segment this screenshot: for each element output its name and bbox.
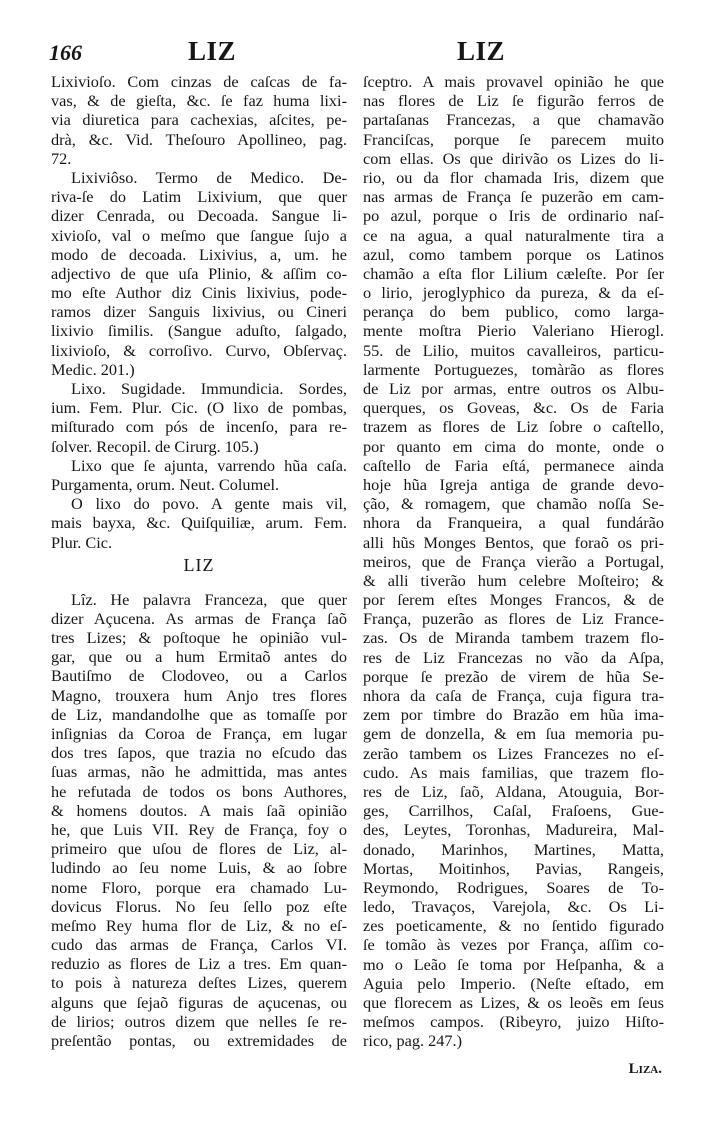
text-line: de Liz, mandandolhe que as tomaſſe por — [51, 704, 347, 724]
text-line: he refutada de todos os bons Authores, — [51, 781, 347, 801]
text-line: nas armas de França ſe puzerão em cam- — [363, 187, 664, 207]
text-line: ce na agua, a qual naturalmente tira a — [363, 225, 664, 245]
text-line: de lirios; outros dizem que nelles ſe re- — [51, 1011, 347, 1031]
text-line: querques, os Goveas, &c. Os de Faria — [363, 398, 664, 418]
text-line: Bautiſmo de Clodoveo, ou a Carlos — [51, 666, 347, 686]
text-line: Lîz. He palavra Franceza, que quer — [71, 589, 347, 609]
text-line: res de Liz Francezas no vão da Aſpa, — [363, 647, 664, 667]
text-line: inſignias da Coroa de França, em lugar — [51, 724, 347, 743]
text-line: perança do bem publico, como larga- — [363, 302, 664, 322]
page-number: 166 — [49, 40, 82, 65]
text-line: reduzio as flores de Liz a tres. Em quan- — [51, 954, 347, 974]
text-line: adjectivo de que uſa Plinio, & aſſim co- — [51, 263, 347, 283]
text-line: meſmo Rey huma flor de Liz, & no eſ- — [51, 915, 347, 935]
text-line: O lixo do povo. A gente mais vil, — [71, 494, 347, 514]
text-line: Lixiviôso. Termo de Medico. De- — [71, 167, 347, 187]
text-line: gar, que ou a hum Ermitaõ antes do — [51, 647, 347, 667]
running-head-right: LIZ — [457, 36, 506, 66]
text-line: riva-ſe do Latim Lixivium, que quer — [51, 187, 347, 207]
text-line: primeiro que uſou de flores de Liz, al- — [51, 839, 347, 859]
entry-lixo-que-se-ajunta — [51, 456, 347, 494]
catchword: Liza. — [628, 1060, 662, 1077]
text-line: com ellas. Os que dirivão os Lizes do li- — [363, 148, 664, 168]
text-line: des, Leytes, Toronhas, Madureira, Mal- — [363, 820, 664, 840]
text-line: alguns que ſejaõ figuras de açucenas, ou — [51, 992, 347, 1012]
running-head-left: LIZ — [188, 36, 237, 66]
text-line: ges, Carrilhos, Caſal, Fraſoens, Gue- — [363, 801, 664, 821]
section-heading: LIZ — [183, 554, 215, 575]
text-line: lixivio ſimilis. (Sangue aduſto, ſalgado, — [51, 321, 347, 341]
text-line: dovicus Florus. No ſeu ſello poz eſte — [51, 896, 347, 916]
entry-lixivioso-usage — [51, 72, 347, 168]
text-line: dos tres ſapos, que trazia no eſcudo das — [51, 743, 347, 763]
entry-liz — [51, 590, 347, 1051]
text-line: drà, &c. Vid. Theſouro Apollineo, pag. — [51, 129, 347, 149]
text-line: por ſerem eſtes Monges Francos, & de — [363, 590, 664, 610]
text-line: caſtello de Faria eſtá, permanece ainda — [363, 455, 664, 475]
text-line: por quanto em cima do monte, onde o — [363, 436, 664, 456]
text-line: nas flores de Liz ſe figurão ferros de — [363, 91, 664, 111]
text-line: rio, ou da flor chamada Iris, dizem que — [363, 167, 664, 187]
entry-liz-continued — [363, 72, 664, 1051]
text-line: zas. Os de Miranda tambem trazem flo- — [363, 628, 664, 648]
text-line: mo o Leão ſe toma por Heſpanha, & a — [363, 954, 664, 974]
text-line: lixivioſo, & corroſivo. Curvo, Obſervaç. — [51, 340, 347, 360]
text-line: porque ſe prezão de virem de hũa Se- — [363, 666, 664, 686]
text-line: o lirio, jeroglyphico da pureza, & da eſ- — [363, 283, 664, 303]
text-line: nhora da caſa de França, cuja figura tra- — [363, 686, 664, 705]
text-line: França, puzerão as flores de Liz France- — [363, 609, 664, 629]
text-line: donado, Marinhos, Martines, Matta, — [363, 839, 664, 859]
text-line: trazem as flores de Liz ſobre o caſtello, — [363, 417, 664, 437]
text-line: miſturado com pós de incenſo, para re- — [51, 417, 347, 437]
text-line: Lixo que ſe ajunta, varrendo hũa caſa. — [71, 455, 347, 475]
text-line: azul, como tambem porque os Latinos — [363, 244, 664, 264]
text-line: ledo, Travaços, Varejola, &c. Os Li- — [363, 897, 664, 917]
left-column — [51, 72, 347, 1050]
text-line: chamão a eſta flor Lilium cæleſte. Por ſer — [363, 263, 664, 283]
text-line: 55. de Lilio, muitos cavalleiros, particu- — [363, 340, 664, 360]
text-line: modo de decoada. Lixivius, a, um. he — [51, 244, 347, 264]
text-line: he, que Luis VII. Rey de França, foy o — [51, 819, 347, 839]
text-line: ſolver. Recopil. de Cirurg. 105.) — [51, 436, 259, 456]
text-line: cudo das armas de França, Carlos VI. — [51, 935, 347, 955]
text-line: Franciſcas, porque ſe parecem muito — [363, 129, 664, 149]
text-line: mente moſtra Pierio Valeriano Hierogl. — [363, 321, 664, 341]
text-line: Lixo. Sugidade. Immundicia. Sordes, — [71, 379, 347, 398]
text-line: mais bayxa, &c. Quiſquiliæ, arum. Fem. — [51, 513, 347, 533]
text-line: Plur. Cic. — [51, 532, 113, 552]
text-line: zem por timbre do Brazão em hũa ima- — [363, 705, 664, 725]
text-line: partaſanas Francezas, a que chamavão — [363, 110, 664, 130]
text-line: 72. — [51, 148, 72, 168]
entry-lixivioso — [51, 168, 347, 379]
text-line: via diuretica para cachexias, aſcites, pe- — [51, 110, 347, 130]
text-line: dizer Cenrada, ou Decoada. Sangue li- — [51, 206, 347, 226]
text-line: res de Liz, ſaõ, Aldana, Atouguia, Bor- — [363, 781, 664, 801]
text-line: larmente Portuguezes, tomàrão as flores — [363, 359, 664, 379]
text-line: po azul, porque o Iris de ordinario naſ- — [363, 206, 664, 226]
text-line: rico, pag. 247.) — [363, 1031, 463, 1051]
text-line: vas, & de gieſta, &c. ſe faz huma lixi- — [51, 91, 347, 111]
text-line: meſmos campos. (Ribeyro, juizo Hiſto- — [363, 1012, 664, 1032]
text-line: Magno, trouxera hum Anjo tres flores — [51, 685, 347, 705]
text-line: Reymondo, Rodrigues, Soares de To- — [363, 877, 664, 897]
text-line: & alli tiverão hum celebre Moſteiro; & — [363, 570, 664, 590]
text-line: Purgamenta, orum. Neut. Columel. — [51, 474, 280, 494]
text-line: ſuas armas, não he admittida, mas antes — [51, 762, 347, 782]
text-line: de Liz por armas, entre outros os Albu- — [363, 379, 664, 398]
text-line: ſe tomão às vezes por França, aſſim co- — [363, 935, 664, 955]
text-line: Mortas, Moitinhos, Pavias, Rangeis, — [363, 858, 664, 878]
text-line: hoje hũa Igreja antiga de grande devo- — [363, 474, 664, 494]
text-line: ção, & romagem, que chamão noſſa Se- — [363, 494, 664, 514]
text-line: mo eſte Author diz Cinis lixivius, pode- — [51, 283, 347, 303]
text-line: que florecem as Lizes, & os leoẽs em ſeus — [363, 993, 664, 1012]
text-line: ſceptro. A mais provavel opinião he que — [363, 72, 664, 91]
text-line: ium. Fem. Plur. Cic. (O lixo de pombas, — [51, 398, 347, 418]
text-line: gem de donzella, & em ſua memoria pu- — [363, 724, 664, 744]
text-line: xivioſo, val o meſmo que ſangue ſujo a — [51, 225, 347, 245]
entry-lixo — [51, 379, 347, 456]
text-line: Medic. 201.) — [51, 359, 135, 379]
text-line: dizer Açucena. As armas de França ſaõ — [51, 608, 347, 628]
text-line: preſentão pontas, ou extremidades de — [51, 1031, 347, 1050]
text-line: nhora da Franqueira, a qual fundárão — [363, 513, 664, 533]
text-line: zerão tambem os Lizes Francezes no eſ- — [363, 743, 664, 763]
right-column — [363, 72, 664, 1078]
text-line: Aguia pelo Imperio. (Neſte eſtado, em — [363, 973, 664, 993]
text-line: zes poeticamente, & no ſentido figurado — [363, 916, 664, 936]
text-line: nome Floro, porque era chamado Lu- — [51, 877, 347, 897]
entry-lixo-do-povo — [51, 494, 347, 552]
text-line: & homens doutos. A mais ſaã opinião — [51, 800, 347, 820]
text-line: ramos dizer Sanguis lixivius, ou Cineri — [51, 302, 347, 322]
text-line: cudo. As mais familias, que trazem flo- — [363, 762, 664, 782]
text-line: meiros, que de França vierão a Portugal, — [363, 551, 664, 571]
text-line: ludindo ao ſeu nome Luis, & ao ſobre — [51, 858, 347, 878]
text-line: Lixivioſo. Com cinzas de caſcas de fa- — [51, 72, 347, 91]
text-line: to pois à natureza deſtes Lizes, querem — [51, 973, 347, 993]
text-line: alli hũs Monges Bentos, que foraõ os pri- — [363, 532, 664, 552]
text-line: tres Lizes; & poſtoque he opinião vul- — [51, 628, 347, 648]
